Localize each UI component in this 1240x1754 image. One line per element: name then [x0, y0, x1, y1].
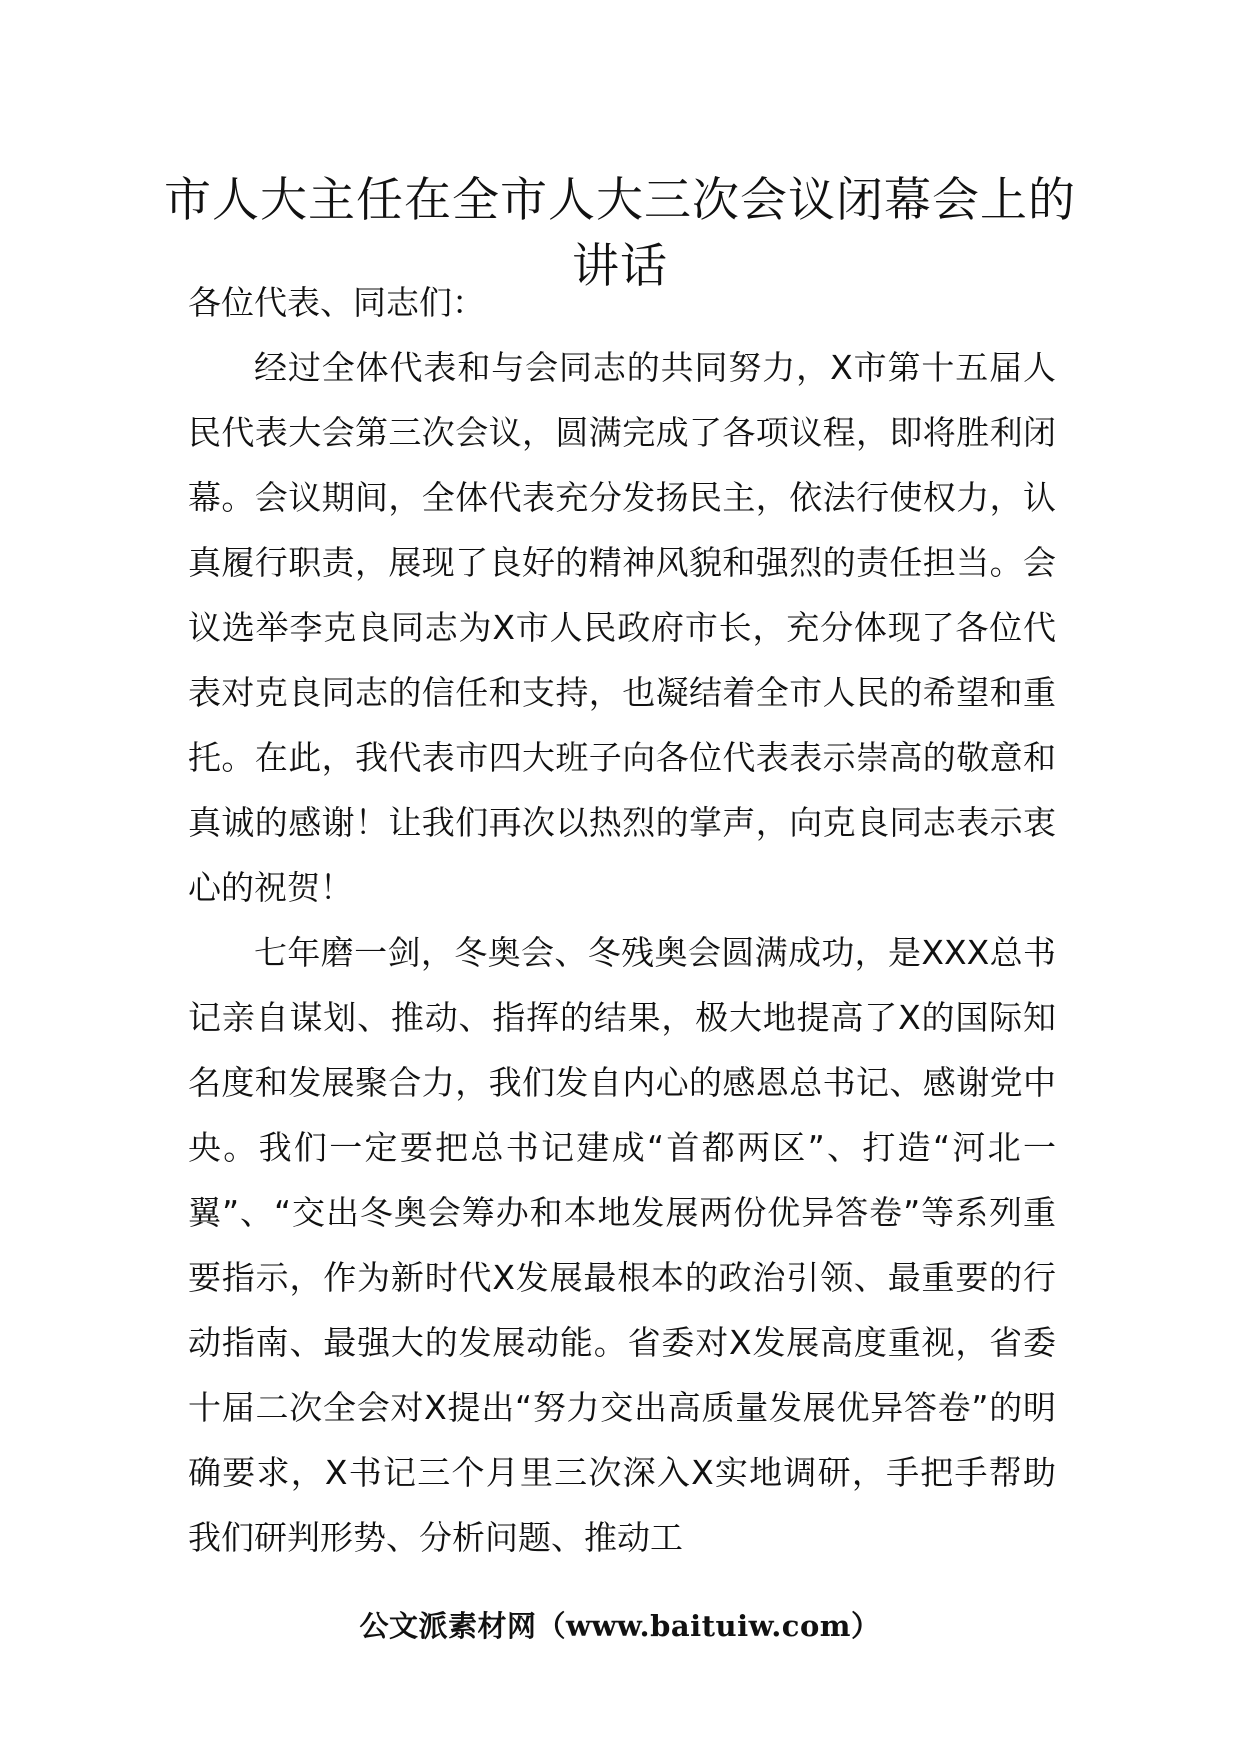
- document-body: [188, 270, 1056, 1570]
- paragraph: 经过全体代表和与会同志的共同努力，X市第十五届人民代表大会第三次会议，圆满完成了各项议程，即将胜利闭幕。会议期间，全体代表充分发扬民主，依法行使权力，认真履行职责，展现了良好的精神风貌和强烈的责任担当。会议选举李克良同志为X市人民政府市长，充分体现了各位代表对克良同志的信任和支持，也凝结着全市人民的希望和重托。在此，我代表市四大班子向各位代表表示崇高的敬意和真诚的感谢！让我们再次以热烈的掌声，向克良同志表示衷心的祝贺！: [188, 348, 1056, 907]
- paragraph: 七年磨一剑，冬奥会、冬残奥会圆满成功，是XXX总书记亲自谋划、推动、指挥的结果，极大地提高了X的国际知名度和发展聚合力，我们发自内心的感恩总书记、感谢党中央。我们一定要把总书记建成“首都两区”、打造“河北一翼”、“交出冬奥会筹办和本地发展两份优异答卷”等系列重要指示，作为新时代X发展最根本的政治引领、最重要的行动指南、最强大的发展动能。省委对X发展高度重视，省委十届二次全会对X提出“努力交出高质量发展优异答卷”的明确要求，X书记三个月里三次深入X实地调研，手把手帮助我们研判形势、分析问题、推动工: [188, 933, 1056, 1557]
- footer-watermark: 公文派素材网（www.baituiw.com）: [359, 1609, 881, 1643]
- salutation: 各位代表、同志们：: [188, 283, 485, 322]
- page-title: 市人大主任在全市人大三次会议闭幕会上的讲话: [164, 173, 1076, 294]
